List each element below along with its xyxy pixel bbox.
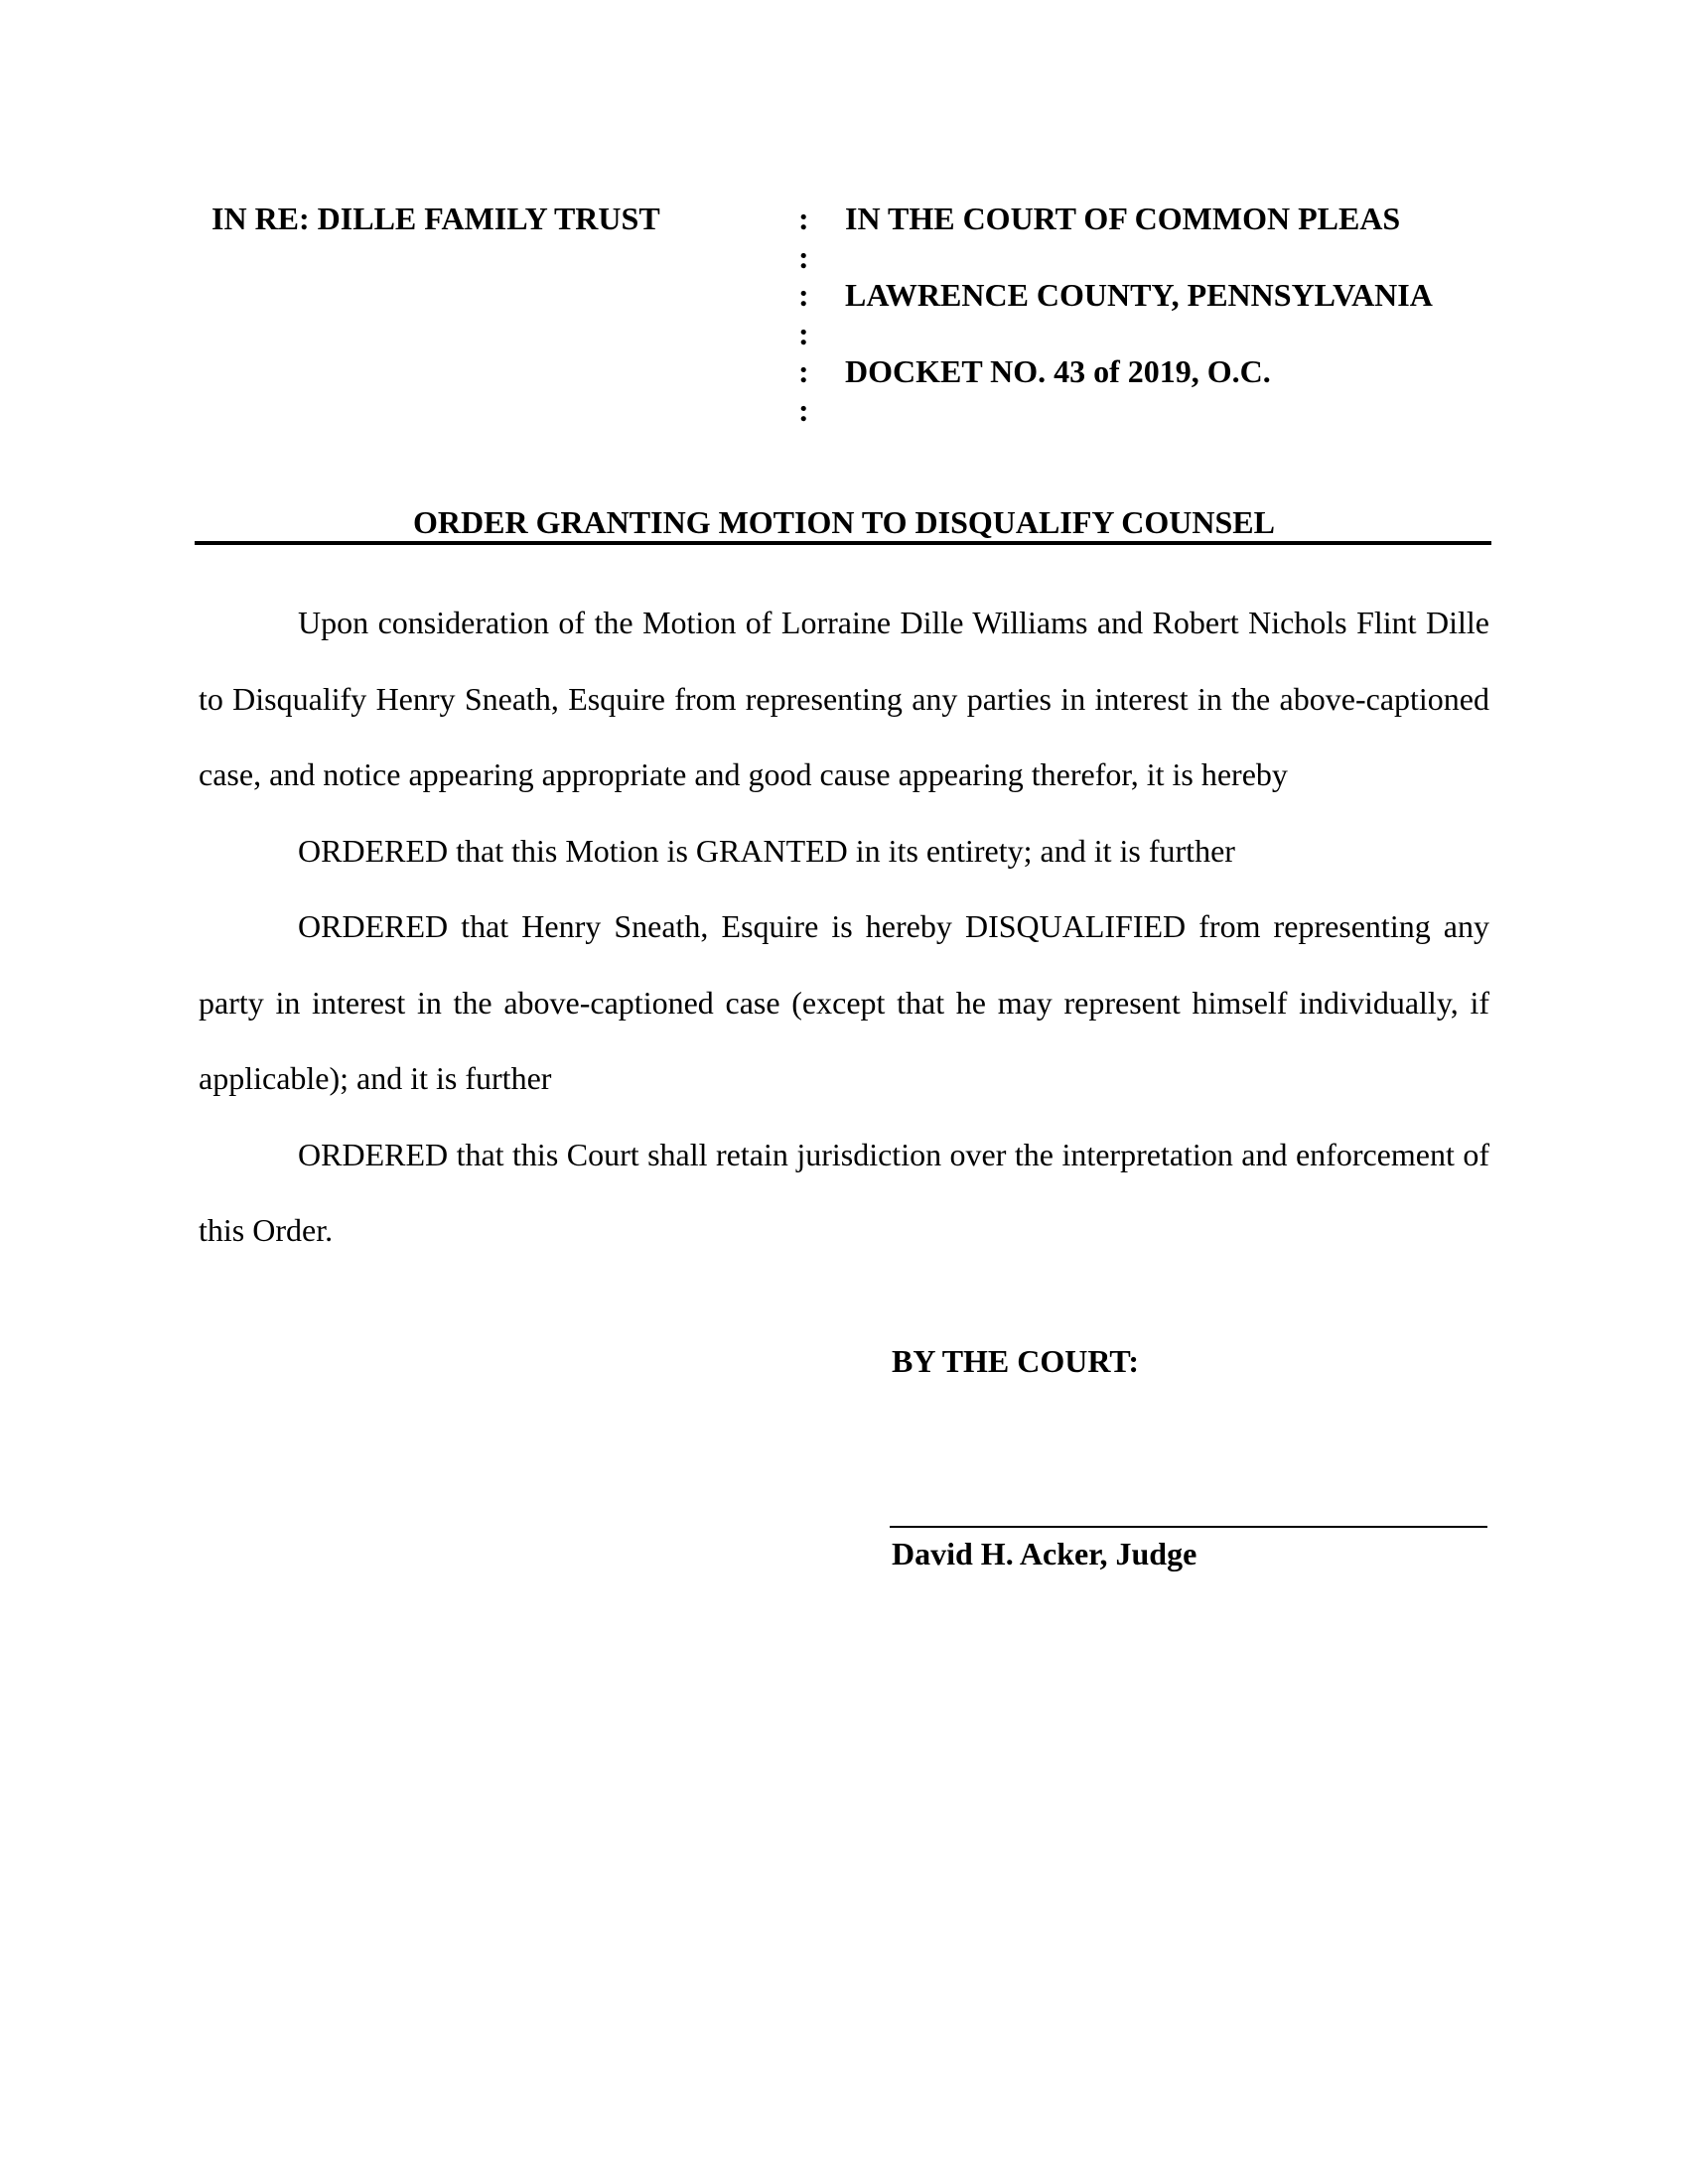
caption-colon: :	[798, 277, 809, 313]
order-paragraph-jurisdiction: ORDERED that this Court shall retain jurisdiction over the interpretation and enforcement of this Order.	[199, 1136, 1489, 1248]
caption-court-block	[845, 199, 1433, 428]
judge-name: David H. Acker, Judge	[892, 1536, 1197, 1571]
court-name: IN THE COURT OF COMMON PLEAS	[845, 201, 1401, 236]
order-body	[199, 585, 1489, 1269]
docket-number: DOCKET NO. 43 of 2019, O.C.	[845, 353, 1271, 389]
caption-colon: :	[798, 238, 809, 275]
caption-colon-column	[798, 199, 818, 428]
court-county: LAWRENCE COUNTY, PENNSYLVANIA	[845, 277, 1433, 313]
caption-colon: :	[798, 391, 809, 428]
title-underline	[195, 541, 1491, 545]
order-paragraph-consideration: Upon consideration of the Motion of Lorraine Dille Williams and Robert Nichols Flint Dille to Disqualify Henry Sneath, Esquire from representing any parties in interest in the above-captioned case, and notice appearing appropriate and good cause appearing therefor, it is hereby	[199, 605, 1489, 792]
caption-colon: :	[798, 353, 809, 389]
caption-party-name: IN RE: DILLE FAMILY TRUST	[211, 201, 660, 236]
by-the-court-label: BY THE COURT:	[892, 1343, 1139, 1379]
caption-colon: :	[798, 315, 809, 351]
order-paragraph-disqualified: ORDERED that Henry Sneath, Esquire is hereby DISQUALIFIED from representing any party in interest in the above-captioned case (except that he may represent himself individually, if applicable); and it is further	[199, 908, 1489, 1096]
order-paragraph-granted: ORDERED that this Motion is GRANTED in its entirety; and it is further	[298, 832, 1235, 869]
signature-line	[890, 1526, 1487, 1528]
order-title: ORDER GRANTING MOTION TO DISQUALIFY COUNSEL	[413, 504, 1275, 540]
caption-colon: :	[798, 201, 809, 236]
